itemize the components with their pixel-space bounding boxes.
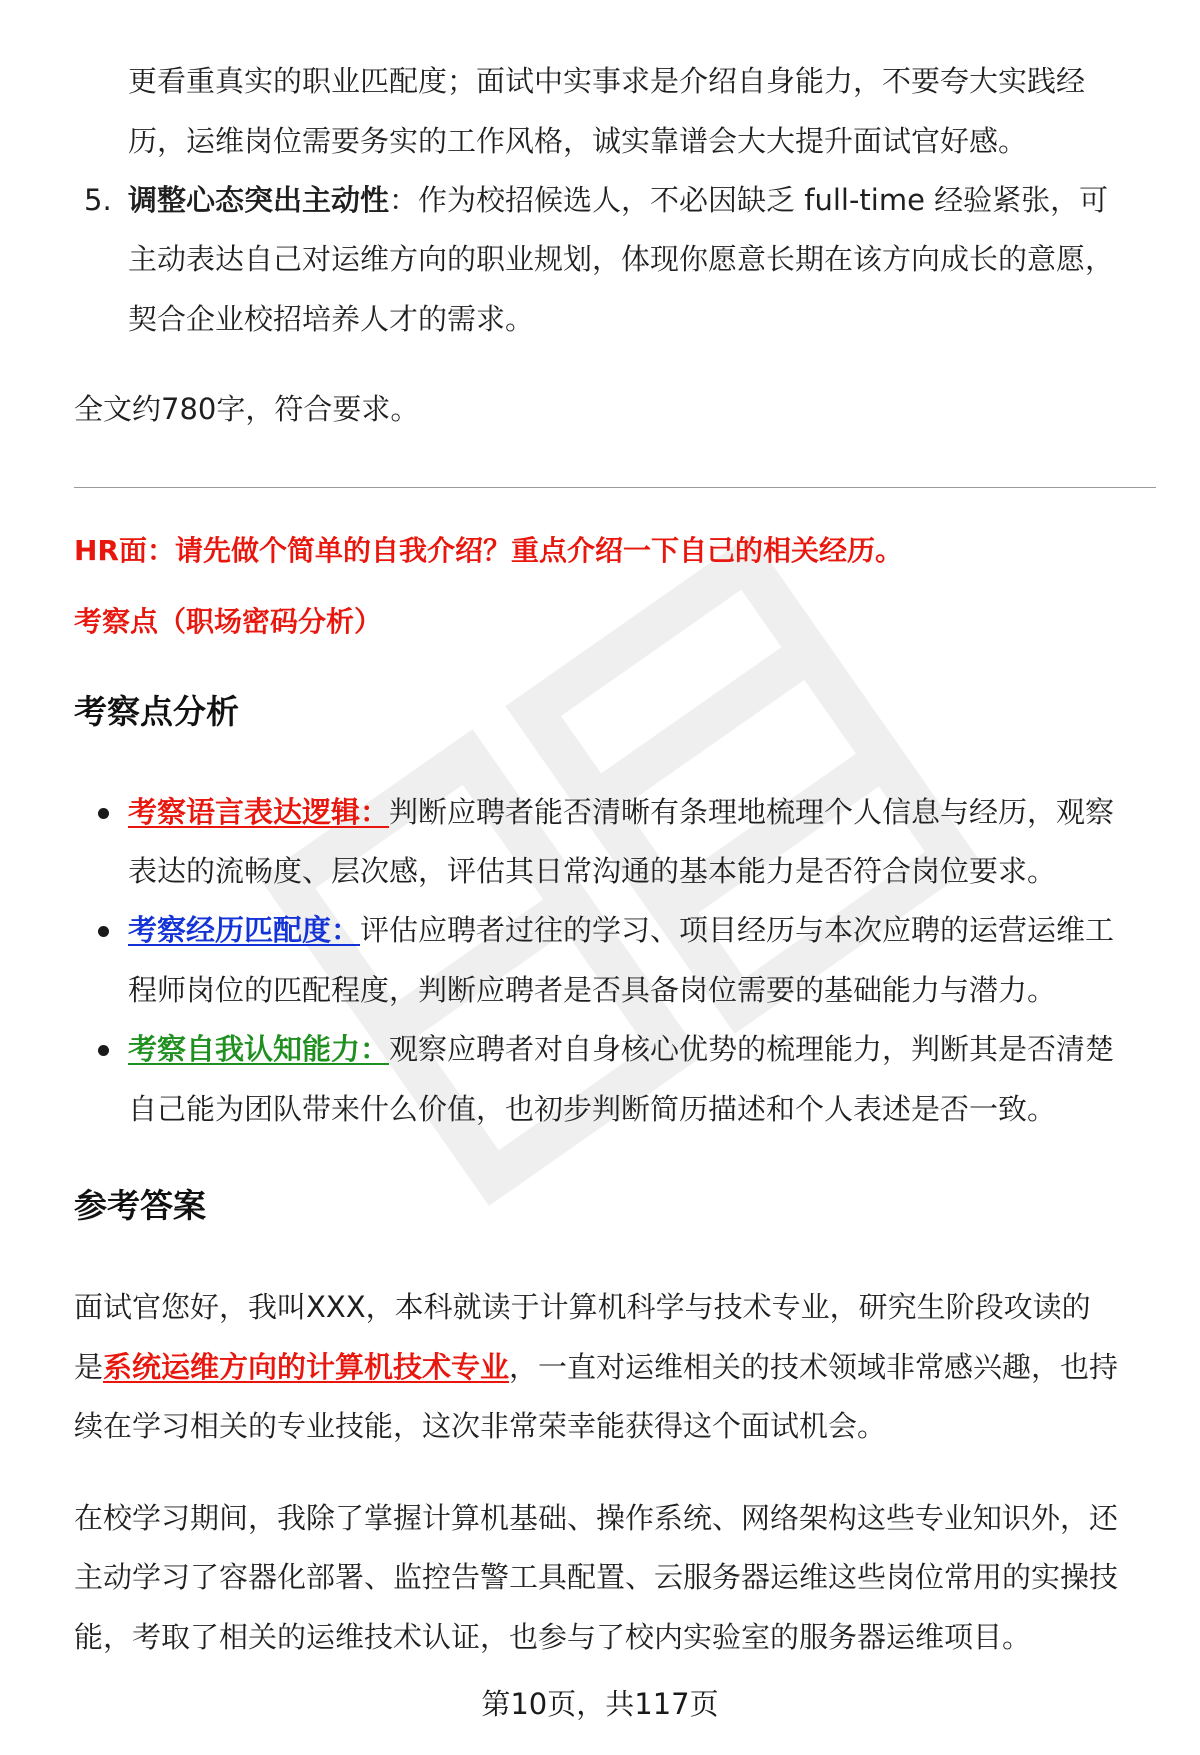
section-divider [74, 487, 1156, 488]
analysis-item-2-line1 [128, 910, 1114, 950]
item5-title: 调整心态突出主动性 [128, 183, 390, 217]
page-footer: 第10页，共117页 [481, 1687, 719, 1721]
item5-line1-text: ：作为校招候选人，不必因缺乏 full-time 经验紧张，可 [389, 183, 1109, 217]
answer-p1-line1: 面试官您好，我叫XXX，本科就读于计算机科学与技术专业，研究生阶段攻读的 [74, 1290, 1091, 1324]
item5-line2: 主动表达自己对运维方向的职业规划，体现你愿意长期在该方向成长的意愿， [128, 242, 1115, 276]
analysis-item-1-keyword: 考察语言表达逻辑： [128, 795, 390, 829]
analysis-item-2-line2: 程师岗位的匹配程度，判断应聘者是否具备岗位需要的基础能力与潜力。 [128, 973, 1057, 1007]
analysis-item-1-line1 [128, 792, 1114, 832]
answer-p1-line2-pre: 是 [74, 1350, 104, 1384]
bullet-dot [98, 926, 109, 937]
bullet-dot [98, 808, 109, 819]
item5-line3: 契合企业校招培养人才的需求。 [128, 302, 535, 336]
answer-p2-line2: 主动学习了容器化部署、监控告警工具配置、云服务器运维这些岗位常用的实操技 [74, 1560, 1119, 1594]
bullet-dot [98, 1045, 109, 1056]
hr-question-title: HR面：请先做个简单的自我介绍？重点介绍一下自己的相关经历。 [74, 534, 903, 567]
item5-line1 [128, 180, 1108, 220]
answer-p2-line3: 能，考取了相关的运维技术认证，也参与了校内实验室的服务器运维项目。 [74, 1620, 1032, 1654]
answer-p1-line2-post: ，一直对运维相关的技术领域非常感兴趣，也持 [509, 1350, 1119, 1384]
answer-p2-line1: 在校学习期间，我除了掌握计算机基础、操作系统、网络架构这些专业知识外，还 [74, 1501, 1119, 1535]
exam-point-label: 考察点（职场密码分析） [74, 605, 383, 638]
answer-p1-line3: 续在学习相关的专业技能，这次非常荣幸能获得这个面试机会。 [74, 1409, 887, 1443]
analysis-item-3-line2: 自己能为团队带来什么价值，也初步判断简历描述和个人表述是否一致。 [128, 1092, 1057, 1126]
analysis-item-2-text: 评估应聘者过往的学习、项目经历与本次应聘的运营运维工 [360, 913, 1115, 947]
analysis-item-2-keyword: 考察经历匹配度： [128, 913, 361, 947]
item4-text-line2: 历，运维岗位需要务实的工作风格，诚实靠谱会大大提升面试官好感。 [128, 124, 1028, 158]
answer-p1-line2 [74, 1347, 1118, 1387]
answer-p1-keyword: 系统运维方向的计算机技术专业 [103, 1350, 510, 1384]
item5-number: 5. [84, 183, 112, 217]
word-count-note: 全文约780字，符合要求。 [74, 392, 420, 426]
analysis-item-1-text: 判断应聘者能否清晰有条理地梳理个人信息与经历，观察 [389, 795, 1115, 829]
answer-heading: 参考答案 [74, 1186, 206, 1225]
analysis-item-3-text: 观察应聘者对自身核心优势的梳理能力，判断其是否清楚 [389, 1032, 1115, 1066]
analysis-item-3-line1 [128, 1029, 1114, 1069]
analysis-item-3-keyword: 考察自我认知能力： [128, 1032, 390, 1066]
item4-text-line1: 更看重真实的职业匹配度；面试中实事求是介绍自身能力，不要夸大实践经 [128, 64, 1086, 98]
analysis-heading: 考察点分析 [74, 692, 239, 731]
analysis-item-1-line2: 表达的流畅度、层次感，评估其日常沟通的基本能力是否符合岗位要求。 [128, 854, 1057, 888]
